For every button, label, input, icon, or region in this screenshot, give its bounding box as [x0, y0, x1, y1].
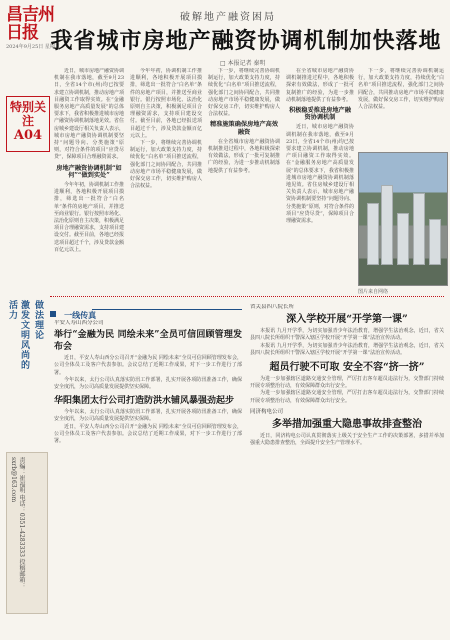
byline: □ 本报记者 秦明	[220, 60, 266, 67]
quote-line: 做法理论	[33, 300, 43, 340]
article-paragraph: 为进一步加强辖区道路交通安全管理，严厉打击客车超员违法行为，交警部门持续开展专项整治行动，有效保障群众出行安全。	[250, 390, 444, 404]
right-news-column	[250, 304, 444, 634]
article-title: 华阳集团太行公司打造防洪水铺风暴强劲起步	[54, 396, 235, 407]
article-paragraph: 今年以来，太行公司认真落实防汛工作部署，扎实开展各项防汛准备工作，确保安全度汛，为公司高质量发展提供坚实保障。	[54, 376, 242, 391]
left-news-column	[54, 320, 242, 620]
article-place: 省关县四八院长所	[250, 304, 295, 310]
quote-line: 激发文明风尚的活力	[7, 300, 29, 370]
article-column-2	[130, 68, 202, 294]
article-title: 举行“金融为民 同绘未来”全员可信回顾管理发布会	[54, 330, 242, 353]
article-paragraph: 在全省城市房地产融资协调机制推进过程中，各地积极探索有效做法，形成了一批可复制推广的经验，为进一步推动机制落地提供了有益参考。	[208, 138, 280, 174]
article-column-3	[208, 68, 280, 294]
article-paragraph: 今年年初，协调机制工作推进顺利，各地积极开展项目摸排，筛选出一批符合“白名单”条件的房地产项目，并推送至商业银行。银行按照市场化、法治化原则自主决策，积极满足项目合理融资需求，支持项目建设交付。截至目前，各地已经报送项目超过千个，涉及贷款金额百亿元以上。	[130, 68, 202, 139]
divider	[50, 296, 444, 299]
issue-date: 2024年9月25日 星期三	[6, 44, 60, 50]
newspaper-logo: 昌吉州日报	[6, 5, 54, 43]
article-paragraph: 本报讯 九月开学季，为切实加强青少年法治教育，增强学生法治观念，近日，省关县四八院长所组织干警深入辖区学校开展“开学第一课”法治宣传活动。	[250, 342, 444, 356]
kicker: 破解地产融资困局	[180, 12, 276, 23]
article-title: 深入学校开展“开学第一课”	[286, 314, 408, 326]
article-paragraph: 在全省城市房地产融资协调机制推进过程中，各地积极探索有效做法，形成了一批可复制推广的经验，为进一步推动机制落地提供了有益参考。	[286, 68, 354, 103]
article-paragraph: 本报讯 九月开学季，为切实加强青少年法治教育，增强学生法治观念，近日，省关县四八院长所组织干警深入辖区学校开展“开学第一课”法治宣传活动。	[250, 328, 444, 342]
article-place: 平安人寿山西分公司	[54, 320, 104, 326]
article-subhead: 房地产融资协调机制“如何”“做到实处”	[56, 164, 122, 179]
article-paragraph: 近日，城市房地产融资协调机制在我市落地，截至9月23日，全省14个市(州)均已按要求建立协调机制，推动房地产项目融资工作取得实效。在“金融服务房地产高质量发展”的总体要求下，我省积极推进城市房地产融资协调机制落地见效。省住房城乡建设厅相关负责人表示，城市房地产融资协调机制要坚持“问题导向、分类施策”原则，对符合条件的项目“应贷尽贷”，保障项目合理融资需求。	[286, 124, 354, 225]
article-column-5	[358, 68, 444, 148]
page-headline: 我省城市房地产融资协调机制加快落地	[50, 28, 442, 54]
article-paragraph: 今年年初，协调机制工作推进顺利，各地积极开展项目摸排，筛选出一批符合“白名单”条件的房地产项目，并推送至商业银行。银行按照市场化、法治化原则自主决策，积极满足项目合理融资需求，支持项目建设交付。截至目前，各地已经报送项目超过千个，涉及贷款金额百亿元以上。	[54, 182, 124, 253]
article-subhead: 积极稳妥推进房地产融资协调机制	[289, 107, 351, 122]
article-title: 超员行驶不可取 安全不容“挤一挤”	[269, 362, 425, 374]
article-place: 同济构电公司	[250, 408, 284, 415]
square-icon	[50, 311, 56, 317]
page-number: A04	[13, 128, 43, 143]
article-paragraph: 近日，同济构电公司认真贯彻落实上级关于安全生产工作的决策部署，多措并举加强重大隐患排查整治，全面提升安全生产管理水平。	[250, 433, 444, 447]
section-box	[6, 96, 50, 152]
editor-info-box	[6, 452, 48, 614]
article-column-4	[286, 68, 354, 294]
article-paragraph: 下一步，将继续完善协调机制运行，加大政策支持力度，持续优化“白名单”项目推送流程，强化部门之间协同配合，共同推动房地产市场平稳健康发展，做好保交房工作，切实维护购房人合法权益。	[208, 68, 280, 118]
article-paragraph: 近日，平安人寿山西分公司召开“金融为民 同绘未来”全员可信回顾管理发布会，公司全体员工及客户代表参加。会议总结了近期工作成果，对下一步工作进行了部署。	[54, 423, 242, 445]
sidebar-quote	[6, 300, 46, 370]
city-photo	[358, 152, 448, 286]
article-column-1	[54, 68, 124, 294]
section-name: 特别关注	[9, 100, 46, 128]
article-paragraph: 今年以来，太行公司认真落实防汛工作部署，扎实开展各项防汛准备工作，确保安全度汛，为公司高质量发展提供坚实保障。	[54, 409, 242, 423]
article-paragraph: 下一步，将继续完善协调机制运行，加大政策支持力度，持续优化“白名单”项目推送流程，强化部门之间协同配合，共同推动房地产市场平稳健康发展，做好保交房工作，切实维护购房人合法权益。	[130, 140, 202, 190]
editor-info: 责编：崔福明 电话：0351-4283333 投稿邮箱：sxrb@163.com	[10, 457, 25, 589]
article-paragraph: 为进一步加强辖区道路交通安全管理，严厉打击客车超员违法行为，交警部门持续开展专项整治行动，有效保障群众出行安全。	[250, 376, 444, 390]
photo-caption: 图片来自网络	[358, 289, 389, 295]
section-tag: 一线传真	[64, 310, 97, 320]
article-paragraph: 近日，平安人寿山西分公司召开“金融为民 同绘未来”全员可信回顾管理发布会，公司全体员工及客户代表参加。会议总结了近期工作成果，对下一步工作进行了部署。	[54, 355, 242, 376]
article-subhead: 精准施策确保房地产高效融资	[209, 121, 279, 136]
section-bar	[50, 303, 242, 320]
article-paragraph: 近日，城市房地产融资协调机制在我市落地，截至9月23日，全省14个市(州)均已按要求建立协调机制，推动房地产项目融资工作取得实效。在“金融服务房地产高质量发展”的总体要求下，我省积极推进城市房地产融资协调机制落地见效。省住房城乡建设厅相关负责人表示，城市房地产融资协调机制要坚持“问题导向、分类施策”原则，对符合条件的项目“应贷尽贷”，保障项目合理融资需求。	[54, 68, 124, 161]
article-paragraph: 下一步，将继续完善协调机制运行，加大政策支持力度，持续优化“白名单”项目推送流程，强化部门之间协同配合，共同推动房地产市场平稳健康发展，做好保交房工作，切实维护购房人合法权益。	[358, 68, 444, 111]
article-title: 多举措加强重大隐患事故排查整治	[272, 419, 422, 431]
